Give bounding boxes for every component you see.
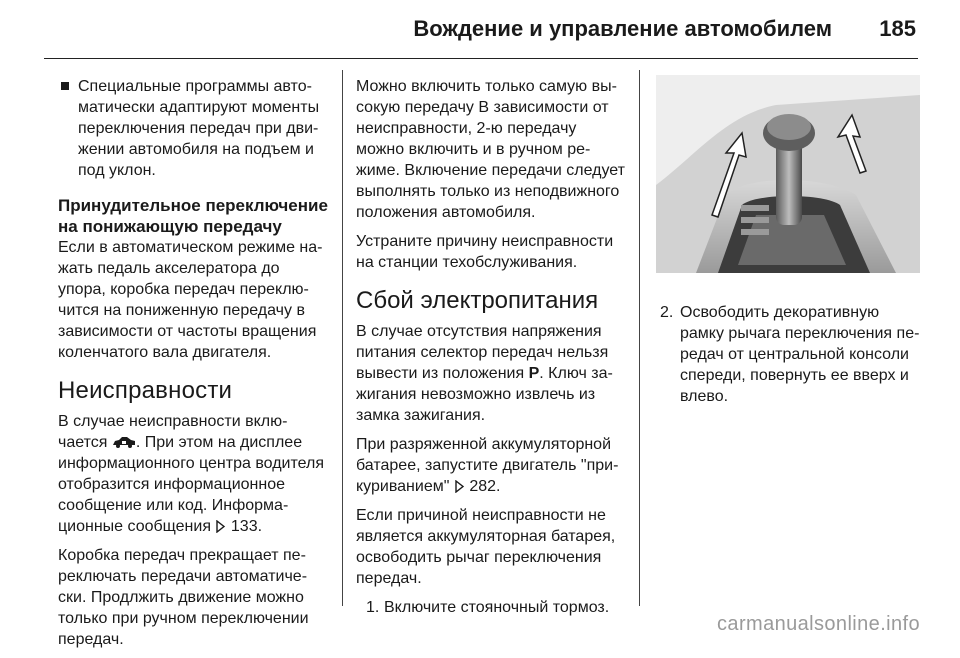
- column-2: [356, 76, 626, 626]
- battery-text: При разряженной аккумуляторной батарее, запустите двигатель "прикуриванием": [356, 436, 619, 495]
- battery-paragraph: [356, 434, 626, 497]
- fault-text-a: В случае неисправности включается: [58, 413, 288, 451]
- heading-power-failure: Сбой электропитания: [356, 287, 599, 314]
- battery-page-ref[interactable]: 282.: [469, 478, 501, 495]
- gear-console-drawing: [656, 75, 920, 273]
- watermark: carmanualsonline.info: [717, 613, 920, 635]
- heading-kickdown: Принудительное переключение на понижающую передачу: [58, 196, 328, 236]
- header-rule: [44, 58, 918, 59]
- bullet-text: Специальные программы автоматически адаптируют моменты переключения передач при движении автомобиля на подъем и под уклон.: [78, 78, 320, 179]
- fault-text-b: . При этом на дисплее информационного центра водителя отобразится информационное сообщение или код. Информационные сообщения: [58, 434, 324, 535]
- car-gearbox-fault-icon: [112, 436, 136, 448]
- column-divider-1: [342, 70, 343, 606]
- fault-paragraph: [58, 411, 328, 537]
- gear-selector-illustration: [656, 75, 920, 273]
- square-bullet-icon: [61, 82, 69, 90]
- power-paragraph: [356, 321, 626, 426]
- step-number: 2.: [660, 304, 674, 321]
- kickdown-text: Если в автоматическом режиме нажать педаль акселератора до упора, коробка передач переключится на пониженную передачу в зависимости от частоты вращения коленчатого вала двигателя.: [58, 239, 323, 361]
- step-2: [660, 302, 924, 407]
- cause-text: Если причиной неисправности не является аккумуляторная батарея, освободить рычаг переключения передач.: [356, 507, 616, 587]
- bullet-adaptive-programs: [58, 76, 328, 181]
- page-number: 185: [879, 16, 916, 41]
- manual-gear-text: Можно включить только самую высокую передачу В зависимости от неисправности, 2-ю передачу можно включить и в ручном режиме. Включение передачи следует выполнять только из неподвижного положения автомобиля.: [356, 78, 625, 221]
- fault-page-ref[interactable]: 133.: [230, 518, 263, 535]
- column-3: [660, 302, 924, 415]
- step-number: 1.: [366, 599, 380, 616]
- step-text: Освободить декоративную рамку рычага переключения передач от центральной консоли спереди, повернуть ее вверх и влево.: [680, 304, 920, 405]
- service-text: Устраните причину неисправности на станции техобслуживания.: [356, 233, 614, 271]
- page-reference-arrow-icon: [215, 520, 226, 533]
- step-text: Включите стояночный тормоз.: [384, 599, 610, 616]
- selector-position-p: P: [528, 365, 540, 382]
- page-header: [0, 0, 960, 60]
- step-1: [356, 597, 626, 618]
- gearbox-text: Коробка передач прекращает переключать передачи автоматически. Продлжить движение можно только при ручном переключении передач.: [58, 547, 309, 648]
- chapter-title: Вождение и управление автомобилем: [413, 16, 832, 41]
- column-divider-2: [639, 70, 640, 606]
- page-reference-arrow-icon: [454, 480, 465, 493]
- column-1: [58, 76, 328, 658]
- heading-faults: Неисправности: [58, 377, 233, 404]
- power-text-a: В случае отсутствия напряжения питания селектор передач нельзя вывести из положения: [356, 323, 609, 382]
- power-text-b: . Ключ зажигания невозможно извлечь из замка зажигания.: [356, 365, 613, 424]
